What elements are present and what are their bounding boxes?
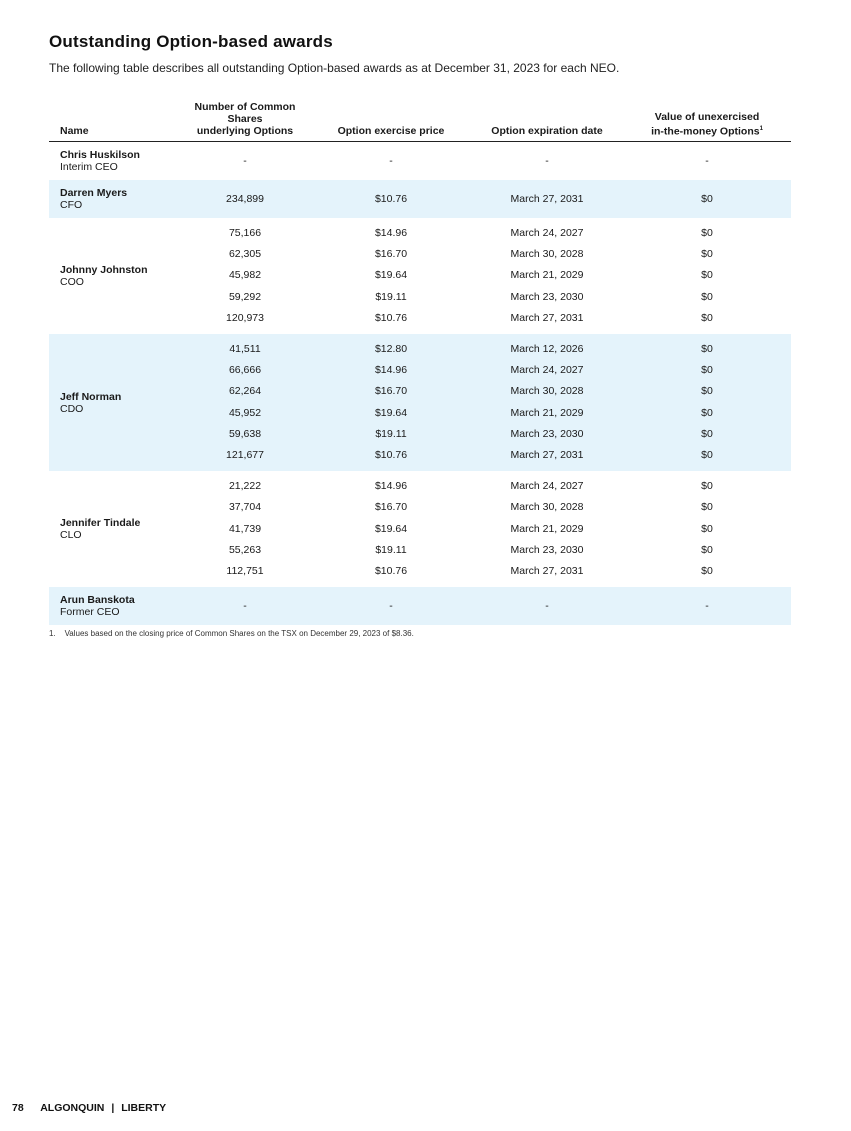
executive-name: Johnny Johnston bbox=[60, 264, 148, 276]
header-value bbox=[623, 98, 791, 142]
cell-expiration: March 27, 2031 bbox=[510, 311, 584, 324]
cell-price: $19.11 bbox=[311, 424, 471, 445]
cell-shares: 55,263 bbox=[228, 543, 262, 556]
executive-cell bbox=[49, 142, 179, 181]
cell-price: $10.76 bbox=[311, 180, 471, 218]
cell-price: $10.76 bbox=[374, 311, 408, 324]
cell-price: $10.76 bbox=[374, 565, 408, 578]
cell-value: $0 bbox=[623, 334, 791, 360]
cell-value: $0 bbox=[701, 543, 713, 556]
page-subtitle: The following table describes all outstanding Option-based awards as at December 31, 2023 for each NEO. bbox=[49, 61, 620, 75]
cell-expiration: March 21, 2029 bbox=[471, 403, 623, 424]
cell-shares: 75,166 bbox=[228, 227, 262, 239]
executive-role: Interim CEO bbox=[60, 161, 118, 173]
cell-price: - bbox=[389, 155, 393, 167]
cell-price: $19.64 bbox=[311, 403, 471, 424]
cell-shares: 59,292 bbox=[228, 290, 262, 303]
cell-expiration: March 27, 2031 bbox=[471, 445, 623, 471]
cell-expiration: March 30, 2028 bbox=[510, 248, 584, 261]
cell-price: $12.80 bbox=[311, 334, 471, 360]
executive-role: CLO bbox=[60, 529, 82, 542]
executive-cell bbox=[49, 471, 179, 587]
cell-price: $19.11 bbox=[375, 290, 407, 303]
cell-expiration: March 21, 2029 bbox=[510, 269, 584, 282]
cell-shares: 21,222 bbox=[228, 480, 262, 493]
cell-shares: 121,677 bbox=[179, 445, 311, 471]
cell-value: $0 bbox=[701, 501, 713, 514]
cell-value: $0 bbox=[623, 424, 791, 445]
option-awards-table bbox=[49, 98, 791, 625]
cell-price: $19.64 bbox=[374, 269, 408, 282]
executive-role: CFO bbox=[60, 199, 83, 211]
cell-value: $0 bbox=[701, 480, 713, 493]
cell-value: $0 bbox=[701, 290, 713, 303]
header-shares-line1: Number of Common Shares bbox=[194, 101, 296, 125]
footnote-ref: 1 bbox=[759, 125, 763, 132]
executive-cell bbox=[49, 218, 179, 334]
header-name: Name bbox=[49, 98, 179, 142]
cell-expiration: March 27, 2031 bbox=[471, 180, 623, 218]
cell-value: $0 bbox=[701, 311, 713, 324]
cell-expiration: March 23, 2030 bbox=[510, 543, 584, 556]
table-row bbox=[49, 180, 791, 218]
page-footer bbox=[12, 1102, 166, 1114]
cell-value: $0 bbox=[701, 269, 713, 282]
executive-cell bbox=[49, 334, 179, 471]
cell-value: $0 bbox=[623, 360, 791, 381]
cell-expiration: March 21, 2029 bbox=[510, 522, 584, 535]
cell-shares: - bbox=[179, 587, 311, 625]
cell-price: $14.96 bbox=[311, 360, 471, 381]
executive-cell bbox=[49, 587, 179, 625]
executive-name: Arun Banskota bbox=[60, 594, 135, 607]
cell-price: $16.70 bbox=[374, 501, 408, 514]
header-value-line1: Value of unexercised bbox=[654, 110, 760, 123]
cell-shares: 41,739 bbox=[228, 522, 262, 535]
brand-liberty: LIBERTY bbox=[121, 1102, 167, 1114]
cell-expiration: March 24, 2027 bbox=[510, 227, 584, 239]
table-row bbox=[49, 334, 791, 360]
cell-expiration: - bbox=[545, 155, 549, 167]
cell-expiration: March 27, 2031 bbox=[510, 565, 584, 578]
cell-expiration: March 23, 2030 bbox=[471, 424, 623, 445]
cell-expiration: March 30, 2028 bbox=[471, 381, 623, 402]
header-price: Option exercise price bbox=[311, 98, 471, 142]
cell-price: - bbox=[311, 587, 471, 625]
cell-shares: 66,666 bbox=[179, 360, 311, 381]
cell-value: $0 bbox=[623, 445, 791, 471]
header-shares bbox=[179, 98, 311, 142]
page-title: Outstanding Option-based awards bbox=[49, 32, 333, 51]
cell-price: $14.96 bbox=[374, 480, 408, 493]
cell-shares: 41,511 bbox=[179, 334, 311, 360]
cell-value: $0 bbox=[701, 227, 713, 239]
cell-shares: 45,982 bbox=[228, 269, 262, 282]
table-row bbox=[49, 218, 791, 244]
table-header-row bbox=[49, 98, 791, 142]
cell-shares: 37,704 bbox=[228, 501, 262, 514]
cell-value: - bbox=[705, 155, 709, 167]
cell-expiration: March 24, 2027 bbox=[510, 480, 584, 493]
cell-price: $19.11 bbox=[375, 543, 407, 556]
executive-name: Jennifer Tindale bbox=[60, 517, 141, 530]
cell-value: $0 bbox=[623, 180, 791, 218]
executive-cell bbox=[49, 180, 179, 218]
executive-name: Chris Huskilson bbox=[60, 149, 140, 161]
header-expiration: Option expiration date bbox=[471, 98, 623, 142]
cell-shares: 62,264 bbox=[179, 381, 311, 402]
header-shares-line2: underlying Options bbox=[196, 125, 294, 137]
cell-expiration: March 23, 2030 bbox=[510, 290, 584, 303]
executive-name: Jeff Norman bbox=[60, 390, 122, 403]
table-body bbox=[49, 142, 791, 626]
cell-shares: 234,899 bbox=[179, 180, 311, 218]
cell-price: $14.96 bbox=[374, 227, 408, 239]
footnote: 1. Values based on the closing price of Common Shares on the TSX on December 29, 2023 of $8.36. bbox=[49, 629, 414, 638]
cell-price: $16.70 bbox=[374, 248, 408, 261]
table-row bbox=[49, 471, 791, 497]
cell-shares: 62,305 bbox=[228, 248, 262, 261]
cell-shares: 120,973 bbox=[226, 311, 264, 324]
cell-shares: 59,638 bbox=[179, 424, 311, 445]
cell-expiration: March 30, 2028 bbox=[510, 501, 584, 514]
cell-value: $0 bbox=[701, 522, 713, 535]
page-number: 78 bbox=[12, 1102, 24, 1114]
header-value-line2: in-the-money Options bbox=[651, 125, 760, 137]
cell-shares: 45,952 bbox=[179, 403, 311, 424]
brand-algonquin: ALGONQUIN bbox=[40, 1102, 105, 1114]
cell-shares: 112,751 bbox=[226, 565, 264, 578]
cell-price: $19.64 bbox=[374, 522, 408, 535]
cell-expiration: - bbox=[471, 587, 623, 625]
brand-separator: | bbox=[111, 1102, 115, 1114]
cell-value: $0 bbox=[623, 381, 791, 402]
cell-shares: - bbox=[243, 155, 247, 167]
cell-expiration: March 12, 2026 bbox=[471, 334, 623, 360]
cell-value: $0 bbox=[701, 248, 713, 261]
executive-role: COO bbox=[60, 276, 84, 288]
cell-value: $0 bbox=[623, 403, 791, 424]
cell-price: $16.70 bbox=[311, 381, 471, 402]
executive-name: Darren Myers bbox=[60, 187, 128, 199]
cell-expiration: March 24, 2027 bbox=[471, 360, 623, 381]
table-row bbox=[49, 587, 791, 625]
executive-role: CDO bbox=[60, 402, 84, 415]
cell-value: $0 bbox=[701, 565, 713, 578]
executive-role: Former CEO bbox=[60, 606, 120, 619]
table-row bbox=[49, 142, 791, 181]
cell-price: $10.76 bbox=[311, 445, 471, 471]
cell-value: - bbox=[623, 587, 791, 625]
